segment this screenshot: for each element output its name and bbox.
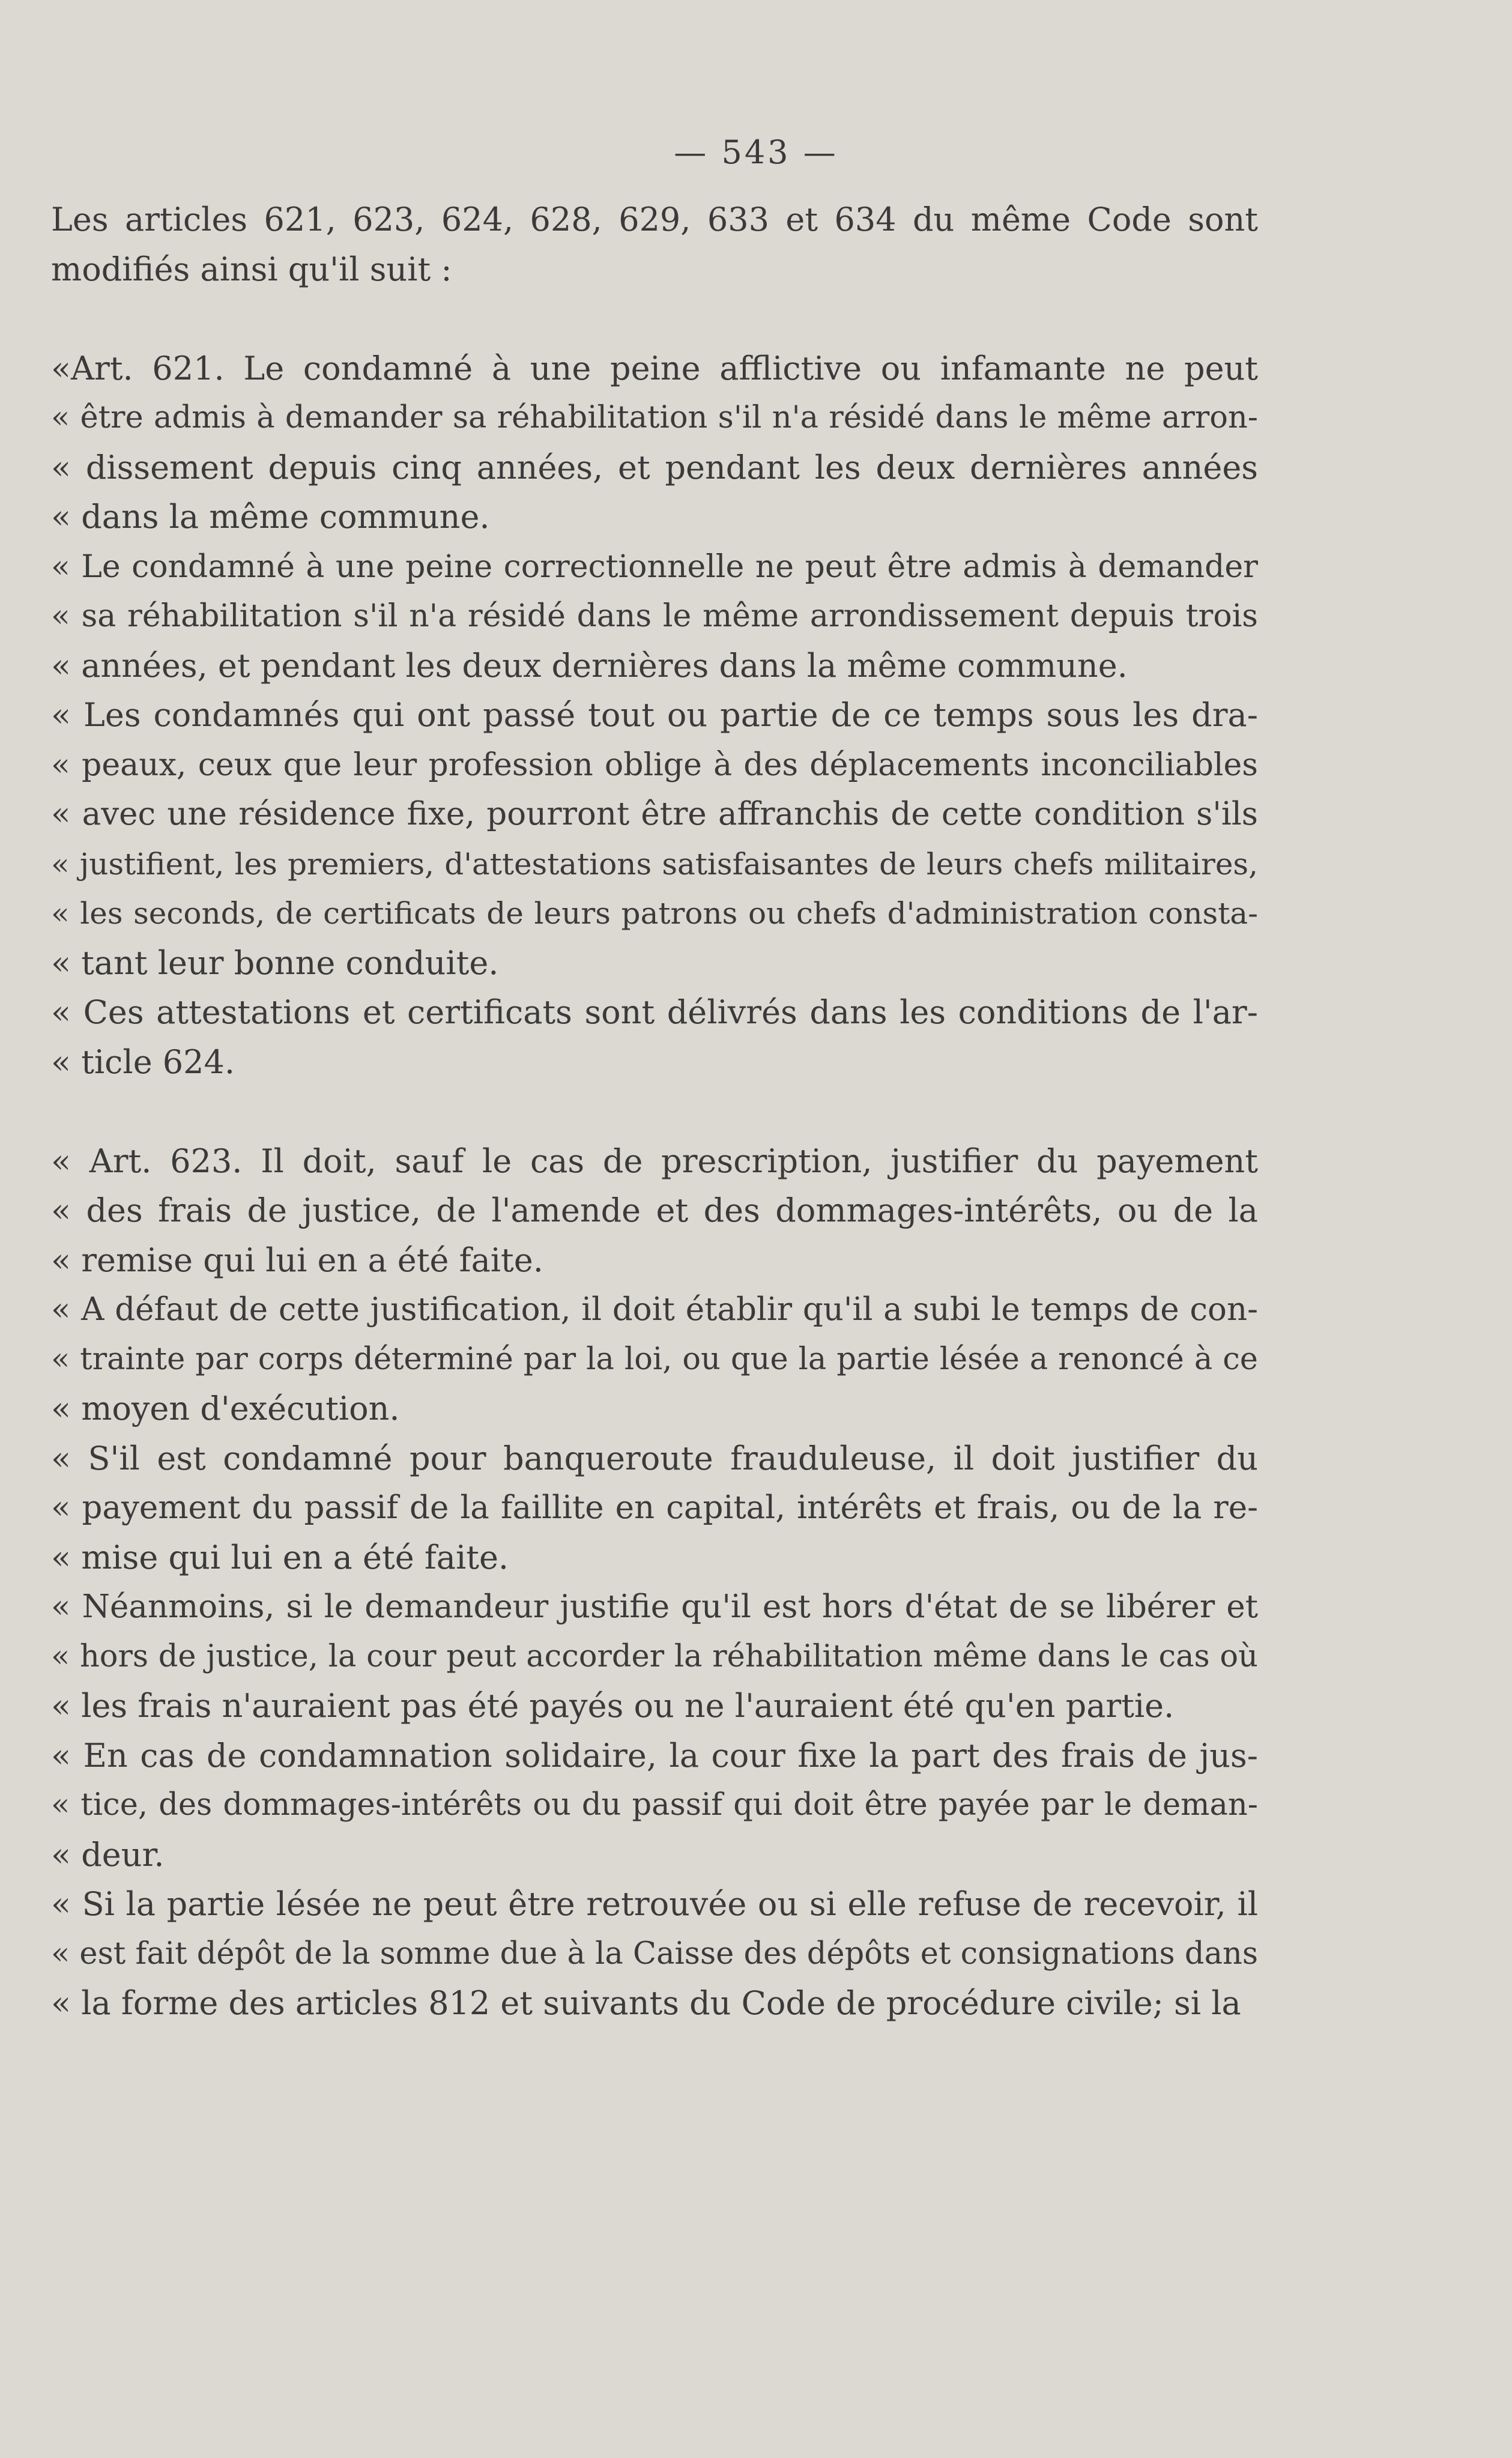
paragraph [51,988,1258,1087]
text-line: modifiés ainsi qu'il suit : [51,250,452,288]
paragraph [51,344,1258,542]
text-line: « ticle 624. [51,1043,235,1081]
text-line: « S'il est condamné pour banqueroute frauduleuse, il doit justifier du [51,1439,1258,1477]
text-line: « les seconds, de certificats de leurs patrons ou chefs d'administration consta- [51,896,1258,931]
paragraph [51,1582,1258,1731]
text-line: « remise qui lui en a été faite. [51,1241,543,1279]
text-line: « tant leur bonne conduite. [51,943,499,982]
text-line: « Les condamnés qui ont passé tout ou partie de ce temps sous les dra- [51,696,1258,734]
text-line: « Ces attestations et certificats sont délivrés dans les conditions de l'ar- [51,993,1258,1031]
text-line: « dans la même commune. [51,498,490,536]
paragraph [51,691,1258,988]
text-line: « moyen d'exécution. [51,1390,400,1427]
text-line: « peaux, ceux que leur profession oblige à des déplacements inconciliables [51,746,1258,783]
text-line: « les frais n'auraient pas été payés ou ne l'auraient été qu'en partie. [51,1687,1175,1725]
text-line: « est fait dépôt de la somme due à la Caisse des dépôts et consignations dans [51,1936,1258,1972]
text-line: « trainte par corps déterminé par la loi, ou que la partie lésée a renoncé à ce [51,1341,1258,1377]
paragraph [51,1285,1258,1434]
text-line: « années, et pendant les deux dernières dans la même commune. [51,646,1128,685]
paragraph [51,1731,1258,1880]
text-line: « A défaut de cette justification, il doit établir qu'il a subi le temps de con- [51,1291,1258,1328]
paragraph [51,1434,1258,1583]
paragraph-gap [51,1087,1258,1137]
text-line: « En cas de condamnation solidaire, la cour fixe la part des frais de jus- [51,1736,1258,1775]
text-line: « hors de justice, la cour peut accorder la réhabilitation même dans le cas où [51,1638,1258,1674]
text-line: « la forme des articles 812 et suivants du Code de procédure civile; si la [51,1984,1241,2022]
body-text [51,195,1258,2029]
paragraph [51,195,1258,294]
paragraph [51,1880,1258,2029]
text-line: « justifient, les premiers, d'attestations satisfaisantes de leurs chefs militaires, [51,846,1258,882]
text-line: « mise qui lui en a été faite. [51,1538,509,1576]
text-line: «Art. 621. Le condamné à une peine afflictive ou infamante ne peut [51,349,1258,387]
text-line: « Le condamné à une peine correctionnelle ne peut être admis à demander [51,548,1258,585]
text-line: « tice, des dommages-intérêts ou du passif qui doit être payée par le deman- [51,1787,1258,1823]
text-line: « Si la partie lésée ne peut être retrouvée ou si elle refuse de recevoir, il [51,1885,1258,1923]
paragraph [51,1137,1258,1286]
text-line: « des frais de justice, de l'amende et des dommages-intérêts, ou de la [51,1191,1258,1229]
text-line: « être admis à demander sa réhabilitation s'il n'a résidé dans le même arron- [51,400,1258,435]
text-line: « dissement depuis cinq années, et pendant les deux dernières années [51,448,1258,486]
text-line: « avec une résidence fixe, pourront être affranchis de cette condition s'ils [51,796,1258,832]
text-line: « deur. [51,1835,165,1874]
text-line: « sa réhabilitation s'il n'a résidé dans le même arrondissement depuis trois [51,598,1258,634]
paragraph [51,542,1258,691]
page-number: — 543 — [674,133,838,171]
text-line: « Néanmoins, si le demandeur justifie qu'il est hors d'état de se libérer et [51,1588,1258,1625]
text-line: « Art. 623. Il doit, sauf le cas de prescription, justifier du payement [51,1142,1258,1180]
text-line: Les articles 621, 623, 624, 628, 629, 633 et 634 du même Code sont [51,201,1258,238]
text-line: « payement du passif de la faillite en capital, intérêts et frais, ou de la re- [51,1489,1258,1526]
paragraph-gap [51,294,1258,344]
